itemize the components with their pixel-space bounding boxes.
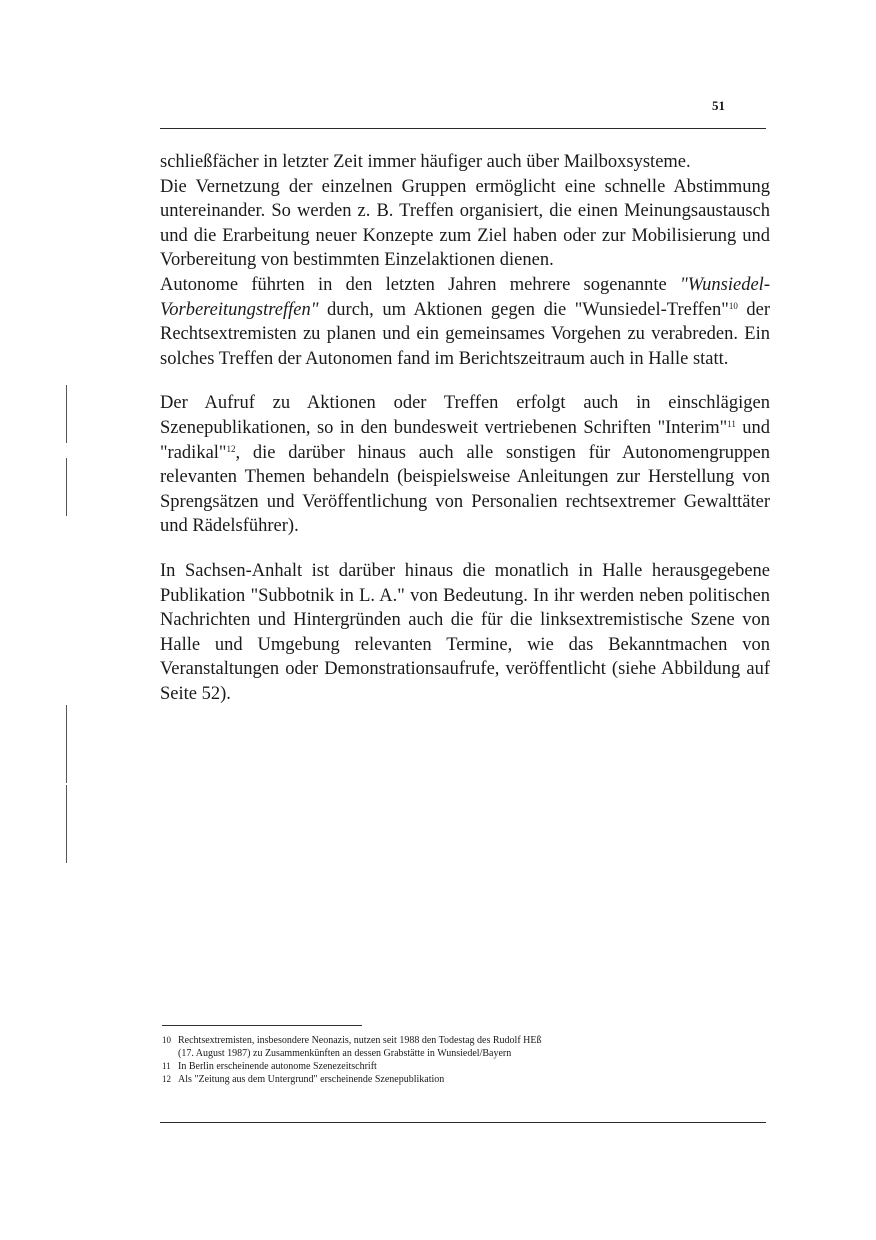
paragraph-3-part-b: durch, um Aktionen gegen die "Wunsiedel-Treffen" — [318, 299, 729, 320]
page-number: 51 — [712, 98, 725, 113]
footnote-number: 10 — [162, 1035, 171, 1045]
paragraph-3-emphasis: "Wunsiedel-Vorbereitungstreffen" — [160, 274, 770, 320]
paragraph-1: schließfächer in letzter Zeit immer häufiger auch über Mailboxsysteme. — [160, 152, 691, 172]
paragraph-4-part-a: Der Aufruf zu Aktionen oder Treffen erfolgt auch in einschlägigen Szenepublikationen, so in den bundesweit vertriebenen Schriften "Interim" — [160, 393, 770, 438]
footnote-12 — [162, 1073, 762, 1086]
paragraph-2: Die Vernetzung der einzelnen Gruppen ermöglicht eine schnelle Abstimmung untereinander. So werden z. B. Treffen organisiert, die einen Meinungsaustausch und die Erarbeitung neuer Konzepte zum Ziel haben oder zur Mobilisierung und Vorbereitung von bestimmten Einzelaktionen dienen. — [160, 176, 770, 271]
paragraph-3-part-c: der Rechtsextremisten zu planen und ein gemeinsames Vorgehen zu verabreden. Ein solches Treffen der Autonomen fand im Berichtszeitraum auch in Halle statt. — [160, 299, 770, 369]
footnote-ref-10: 10 — [728, 300, 738, 311]
footnote-10 — [162, 1034, 762, 1060]
header-rule — [160, 128, 766, 129]
footnote-text-line: In Berlin erscheinende autonome Szenezeitschrift — [178, 1061, 377, 1072]
footnote-rule — [162, 1025, 362, 1026]
paragraph-5: In Sachsen-Anhalt ist darüber hinaus die monatlich in Halle herausgegebene Publikation "Subbotnik in L. A." von Bedeutung. In ihr werden neben politischen Nachrichten und Hintergründen auch die für die linksextremistische Szene von Halle und Umgebung relevanten Termine, wie das Bekanntmachen von Veranstaltungen oder Demonstrationsaufrufe, veröffentlicht (siehe Abbildung auf Seite 52). — [160, 560, 770, 704]
footnotes — [162, 1034, 762, 1086]
body-text — [160, 150, 770, 706]
scan-margin-mark — [66, 785, 67, 863]
footnote-ref-11: 11 — [727, 418, 736, 429]
footnote-ref-12: 12 — [226, 443, 236, 454]
paragraph-3 — [160, 273, 770, 371]
footnote-number: 11 — [162, 1061, 171, 1071]
paragraph-4 — [160, 391, 770, 539]
paragraph-3-part-a: Autonome führten in den letzten Jahren mehrere sogenannte — [160, 274, 681, 295]
footnote-text-line: Rechtsextremisten, insbesondere Neonazis, nutzen seit 1988 den Todestag des Rudolf HEß — [178, 1035, 542, 1046]
paragraph-4-part-c: , die darüber hinaus auch alle sonstigen für Autonomengruppen relevanten Themen behandeln (beispielsweise Anleitungen zur Herstellung von Sprengsätzen und Veröffentlichung von Personalien rechtsextremer Gewalttäter und Rädelsführer). — [160, 442, 770, 537]
scan-margin-mark — [66, 705, 67, 783]
scan-margin-mark — [66, 458, 67, 516]
footnote-number: 12 — [162, 1074, 171, 1084]
footnote-11 — [162, 1060, 762, 1073]
footnote-text-line: Als "Zeitung aus dem Untergrund" erscheinende Szenepublikation — [178, 1074, 445, 1085]
paragraph-4-part-b: und "radikal" — [160, 417, 771, 463]
footnote-text-line: (17. August 1987) zu Zusammenkünften an dessen Grabstätte in Wunsiedel/Bayern — [178, 1048, 512, 1059]
footer-rule — [160, 1122, 766, 1123]
scan-margin-mark — [66, 385, 67, 443]
